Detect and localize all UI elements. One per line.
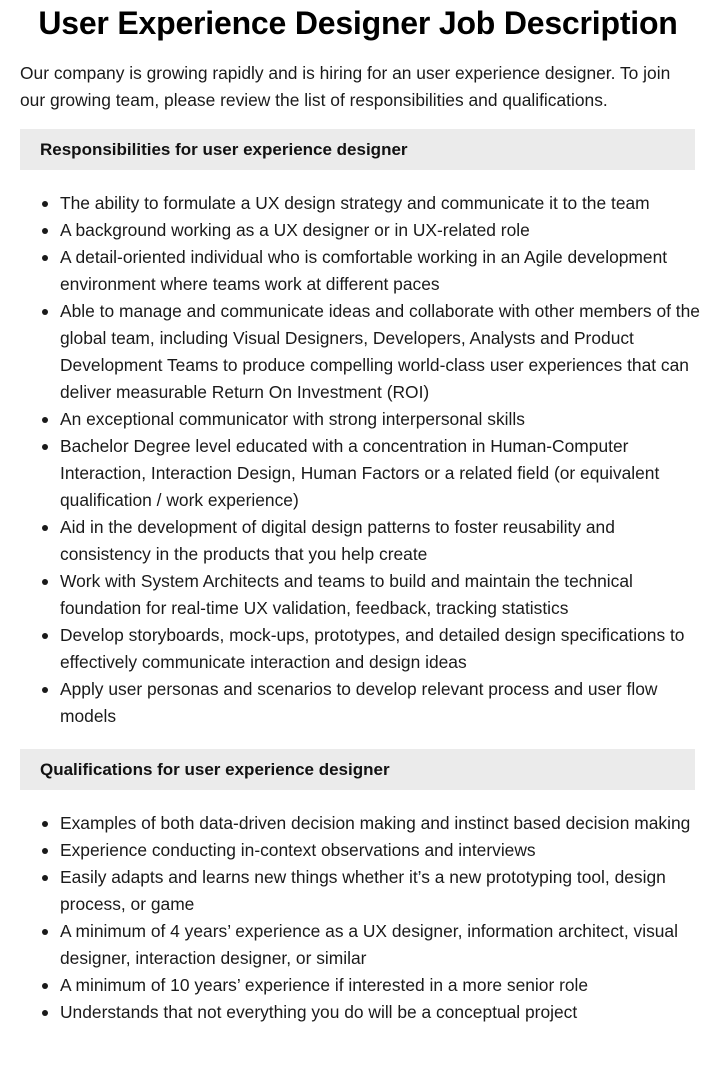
bullet-icon [42,525,48,531]
list-item-text: The ability to formulate a UX design strategy and communicate it to the team [60,193,650,213]
list-item-text: A detail-oriented individual who is comfortable working in an Agile development environment where teams work at different paces [60,247,668,294]
list-item [20,568,700,622]
list-item-text: Apply user personas and scenarios to develop relevant process and user flow models [60,679,658,726]
list-item [20,837,700,864]
bullet-icon [42,579,48,585]
list-item [20,810,700,837]
bullet-icon [42,929,48,935]
list-item [20,676,700,730]
list-item-text: Able to manage and communicate ideas and collaborate with other members of the global team, including Visual Designers, Developers, Analysts and Product Development Teams to produce compelling world-class user experiences that can deliver measurable Return On Investment (ROI) [60,301,700,402]
list-item [20,433,700,514]
list-item [20,190,700,217]
bullet-icon [42,983,48,989]
bullet-icon [42,228,48,234]
bullet-icon [42,309,48,315]
bullet-icon [42,633,48,639]
responsibilities-heading: Responsibilities for user experience designer [20,129,695,170]
list-item [20,972,700,999]
list-item [20,298,700,406]
list-item [20,406,700,433]
bullet-icon [42,444,48,450]
bullet-icon [42,821,48,827]
list-item [20,217,700,244]
list-item-text: Easily adapts and learns new things whether it’s a new prototyping tool, design process, or game [60,867,666,914]
list-item-text: Work with System Architects and teams to build and maintain the technical foundation for real-time UX validation, feedback, tracking statistics [60,571,633,618]
list-item-text: A minimum of 4 years’ experience as a UX designer, information architect, visual designer, interaction designer, or similar [60,921,678,968]
list-item-text: Understands that not everything you do will be a conceptual project [60,1002,578,1022]
list-item [20,864,700,918]
list-item-text: A minimum of 10 years’ experience if interested in a more senior role [60,975,589,995]
list-item-text: Bachelor Degree level educated with a concentration in Human-Computer Interaction, Interaction Design, Human Factors or a related field (or equivalent qualification / work experience) [60,436,660,510]
bullet-icon [42,417,48,423]
list-item [20,514,700,568]
bullet-icon [42,255,48,261]
list-item-text: Aid in the development of digital design patterns to foster reusability and consistency in the products that you help create [60,517,615,564]
list-item [20,918,700,972]
list-item-text: An exceptional communicator with strong interpersonal skills [60,409,525,429]
bullet-icon [42,201,48,207]
bullet-icon [42,875,48,881]
page-title: User Experience Designer Job Description [38,5,678,41]
qualifications-heading: Qualifications for user experience designer [20,749,695,790]
list-item [20,244,700,298]
bullet-icon [42,687,48,693]
list-item-text: Experience conducting in-context observations and interviews [60,840,536,860]
bullet-icon [42,848,48,854]
intro-paragraph: Our company is growing rapidly and is hiring for an user experience designer. To join our growing team, please review the list of responsibilities and qualifications. [20,63,671,110]
bullet-icon [42,1010,48,1016]
responsibilities-list [20,190,700,730]
list-item-text: A background working as a UX designer or in UX-related role [60,220,530,240]
qualifications-list [20,810,700,1026]
list-item [20,622,700,676]
list-item-text: Examples of both data-driven decision making and instinct based decision making [60,813,691,833]
list-item-text: Develop storyboards, mock-ups, prototypes, and detailed design specifications to effectively communicate interaction and design ideas [60,625,685,672]
list-item [20,999,700,1026]
